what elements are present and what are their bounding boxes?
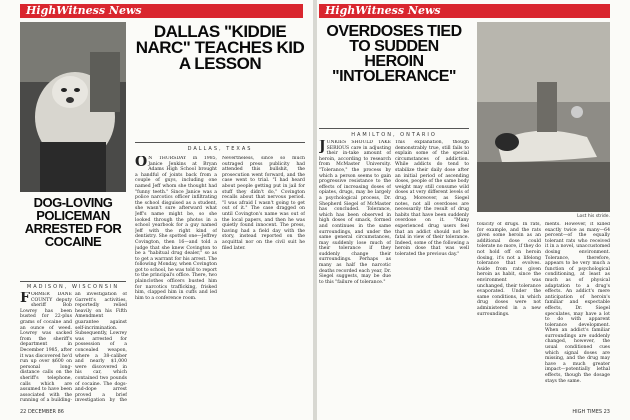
divider xyxy=(319,128,469,129)
story-text: N THURSDAY in 1985, Janice Jenkins at Bryan Adams High School brought a handful of joints back from a couple of guys, including one named Jeff whom she thought had "funny teeth." Since Janice was a police narcotics officer infiltrating the school disguised as a student, she wasn't sure afterward what Jeff's name might be, so she looked through the photos in a school yearbook for a guy named Jeff with the right kind of dentistry. She spotted one—Jeffrey Covington, then 16—and told a judge that she knew Covington to be a "habitual drug dealer," so as to get a warrant for his arrest. The following Monday, when Covington got to school, he was told to report to the principal's office. There, two plainclothes officers busted him for narcotics trafficking, frisked him, clapped him in cuffs and led him to a conference room. xyxy=(135,156,217,301)
story-kid-column-2 xyxy=(222,156,305,402)
story-kid-column-1 xyxy=(135,156,217,402)
story-text: an investigation of Garrett's activities, reportedly relied heavily on his Fifth Amendment guarantee against self-incrimination. Subsequently, Lowrey was arrested for possession of a concealed weapon, where a 38-caliber and nearly $1,000 were discovered in his car, which contained two pounds of cocaine. The dogs-and-dope arrest proved a brief investigation by the xyxy=(75,292,127,402)
story-text: ORMER DANE COUNTY deputy sheriff Bob Lowrey has been busted for 22-plus grams of cocaine and an ounce of weed. Lowrey was sacked from the sheriff's department in December 1985, after it was discovered he'd run up over $600 on personal long-distance calls on the sheriff's telephone, calls which are assumed to have been associated with the running of a building- xyxy=(20,292,72,402)
story-text: toxicity of drugs. In rats, for example, and the rats given some heroin as an additional dose could tolerate no more, if they do not hold off on heroin dosing, it's not a lifelong tolerance that evolves. Aside from rats given heroin as habit, since the environment was unchanged, their tolerance evaporated. Under the same conditions, in which drug doses were not administered in a new surroundings. xyxy=(477,222,541,317)
dateline-madison: MADISON, WISCONSIN xyxy=(26,284,120,290)
story-text: This explanation, though demonstrably true, still fails to explain some of the special circumstances of addiction. While addicts do tend to stabilize their daily dose after an initial period of ascending doses, people of the same body weight may still consume wild doses at very different levels of drug. Moreover, as Siegel notes, not all overdoses are necessarily the result of drug habits that have been suddenly overdose on it. "Many experienced drug users feel that an addict should not be fatal in view of their tolerance. Indeed, some of the following a heroin dose that was well tolerated the previous day." xyxy=(395,140,469,257)
headline-kiddie-narc: DALLAS "KIDDIE NARC" TEACHES KID A LESSON xyxy=(135,22,305,73)
divider xyxy=(20,281,126,282)
folio-right: HIGH TIMES 23 xyxy=(572,409,610,415)
left-page xyxy=(0,0,313,420)
headline-heroin: OVERDOSES TIED TO SUDDEN HEROIN "INTOLERANCE" xyxy=(326,23,462,85)
story-heroin-column-3 xyxy=(477,222,541,402)
drop-cap: J xyxy=(319,140,326,154)
story-heroin-column-4 xyxy=(545,222,610,402)
drop-cap: O xyxy=(135,156,148,170)
dateline-dallas: DALLAS, TEXAS xyxy=(187,146,253,152)
headline-dog-policeman: DOG-LOVING POLICEMAN ARRESTED FOR COCAINE xyxy=(24,195,122,249)
dog-photo xyxy=(20,22,126,192)
drop-cap: F xyxy=(20,292,30,306)
section-label: HighWitness News xyxy=(325,4,441,17)
section-header-bar xyxy=(319,4,610,18)
dateline-hamilton: HAMILTON, ONTARIO xyxy=(351,132,437,138)
section-header-bar xyxy=(20,4,303,18)
section-label: HighWitness News xyxy=(26,4,142,17)
folio-left: 22 DECEMBER 86 xyxy=(20,409,64,415)
right-page xyxy=(317,0,630,420)
photo-caption: Lost his stride. xyxy=(577,214,610,219)
story-text: Nevertheless, since so much outraged press publicity had attended this bullshit, the prosecution went forward, and the case went to trial. "I had heard about people getting put in jail for stuff they didn't do," Covington recalls about that nervous period. "I was afraid I wasn't going to get out of it." The case dragged on until Covington's name was out of the local papers, and then he was quietly found innocent. The press, having had a field day with the story, instead reported on the acquittal nor on the civil suit he filed later. xyxy=(222,156,305,251)
story-text: ments. However, it killed exactly twice as many—64 percent—of the equally tolerant rats who received it in a novel, unaccustomed dosing environment. Tolerance, therefore, appears to be very much a function of psychological conditioning, at least as much as of physical adaptation to a drug's effects. An addict's mere anticipation of heroin's familiar and expectable effects, Dr. Siegel speculates, may have a lot to do with apparent tolerance development. When an addict's familiar surroundings are suddenly changed, however, the usual conditioned cues which signal doses are missing, and the drug may have a much greater impact—potentially lethal effects, though the dosage stays the same. xyxy=(545,222,610,384)
story-heroin-column-1 xyxy=(319,140,391,402)
story-dog-column-2 xyxy=(75,292,127,402)
story-dog-column-1 xyxy=(20,292,72,402)
story-heroin-column-2 xyxy=(395,140,469,402)
divider xyxy=(135,142,305,143)
story-text: UNKIES SHOULD TAKE SERIOUS care in adjusting their in-take amount of heroin, according to research from McMaster University. "Tolerance," the process by which a person seems to gain progressive resistance to the effects of increasing doses of opiates, drugs, may be largely a psychological process, Dr. Shepherd Siegel of McMaster has concluded. Tolerance, which has been observed in high doses of smack, formed and continues in the same surroundings, and under the same general circumstances, may suddenly lose much of their tolerance if they suddenly change their surroundings. Perhaps as many as half the narcotic deaths recorded each year, Dr. Siegel suggests, may be due to this "failure of tolerance." xyxy=(319,140,391,285)
overdose-photo xyxy=(477,22,610,212)
